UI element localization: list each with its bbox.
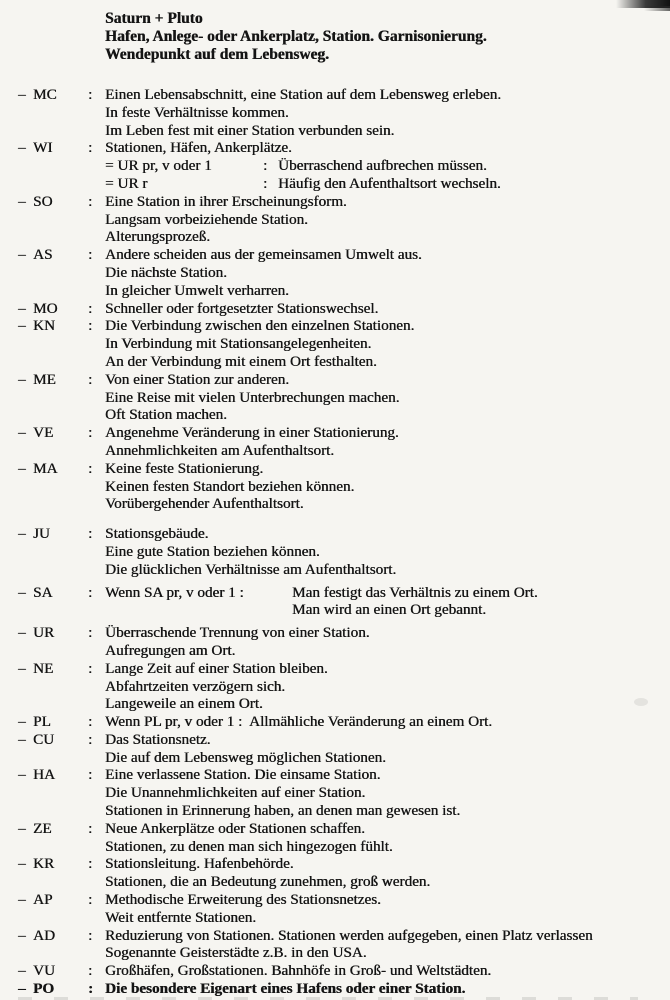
entry-dash: – [18,659,26,677]
entry-key-column [18,317,88,335]
entry-line: Oft Station machen. [105,406,227,424]
entry-dash: – [18,86,26,103]
entry-as [0,246,670,299]
entry-line: Andere scheiden aus der gemeinsamen Umwelt aus. [105,246,422,264]
entry-key-column [18,246,88,264]
entry-key-column [18,193,88,211]
entry-line: Eine Station in ihrer Erscheinungsform. [105,192,347,210]
entry-ju [0,525,670,578]
entry-lines [105,962,670,980]
entry-colon: : [88,525,93,543]
entry-line-colon: : [263,157,268,175]
entry-line: Die Verbindung zwischen den einzelnen Stationen. [105,317,415,335]
entry-line-colon: : [263,174,268,192]
entry-colon: : [88,819,93,837]
entry-pl [0,713,670,731]
entry-colon: : [88,317,93,335]
entry-ne [0,660,670,713]
entry-key-column [18,525,88,543]
entry-dash: – [18,192,26,210]
entry-dash: – [18,317,26,335]
entry-key: WI [33,139,53,157]
entry-line: Weit entfernte Stationen. [105,908,257,926]
entry-key-column [18,624,88,642]
entry-line [105,584,666,602]
entry-colon: : [88,730,93,748]
entry-line: Stationsgebäude. [105,525,209,543]
entry-line: Alterungsprozeß. [105,228,211,246]
entry-mc [0,86,670,139]
entry-line: Von einer Station zur anderen. [105,370,290,388]
entry-line-right: Man wird an einen Ort gebannt. [292,601,487,619]
entry-line: Abfahrtzeiten verzögern sich. [105,677,286,695]
entry-line [105,175,666,193]
entry-dash: – [18,855,26,873]
entry-colon: : [88,980,94,998]
entry-line: Überraschende Trennung von einer Station. [105,624,370,642]
entry-lines [105,317,670,370]
entry-line: Stationen, zu denen man sich hingezogen fühlt. [105,837,393,855]
entry-line-right: Häufig den Aufenthaltsort wechseln. [278,174,501,192]
entry-key-column [18,766,88,784]
entry-dash: – [18,926,26,944]
entry-line: Vorübergehender Aufenthaltsort. [105,495,304,513]
entry-line: Im Leben fest mit einer Station verbunden sein. [105,121,395,139]
entry-colon: : [88,855,93,873]
entry-po [0,980,670,998]
entry-ve [0,424,670,460]
entry-line: Neue Ankerplätze oder Stationen schaffen. [105,819,365,837]
entry-key-column [18,86,88,104]
entry-key: HA [33,766,55,784]
entry-key-column [18,460,88,478]
entry-line: In feste Verhältnisse kommen. [105,103,289,121]
entry-wi [0,139,670,192]
entry-line: Die besondere Eigenart eines Hafens oder einer Station. [105,980,466,998]
entry-lines [105,584,670,620]
entry-colon: : [88,583,93,601]
entry-line: Aufregungen am Ort. [105,641,236,659]
entry-key: KR [33,855,55,873]
entry-key-column [18,980,88,998]
entry-key: ME [33,370,56,388]
entry-dash: – [18,583,26,601]
entry-ma [0,460,670,513]
entry-key: AP [33,891,53,909]
entry-dash: – [18,424,26,442]
entry-line [105,157,666,175]
entry-dash: – [18,962,26,980]
entry-key: MA [33,459,58,477]
entry-ha [0,766,670,819]
entry-key-column [18,584,88,602]
entry-line: Stationen in Erinnerung haben, an denen man gewesen ist. [105,802,461,820]
entry-line: Die glücklichen Verhältnisse am Aufenthaltsort. [105,560,397,578]
entry-key: MC [33,86,57,103]
entry-key-column [18,371,88,389]
entry-lines [105,86,670,139]
entry-line: Stationsleitung. Hafenbehörde. [105,855,294,873]
scan-artifact-corner-lower [644,6,670,11]
entry-dash: – [18,139,26,157]
entry-colon: : [88,659,93,677]
entry-colon: : [88,86,93,103]
entry-key-column [18,139,88,157]
entry-lines [105,766,670,819]
entry-ur [0,624,670,660]
entry-line: Langeweile an einem Ort. [105,695,263,713]
entry-colon: : [88,926,93,944]
scan-artifact-smudge [634,698,648,706]
entry-colon: : [88,246,93,264]
entry-key: NE [33,659,54,677]
entry-dash: – [18,766,26,784]
entry-sa [0,584,670,620]
entry-line: In gleicher Umwelt verharren. [105,281,289,299]
entry-lines [105,927,670,963]
entry-lines [105,193,670,246]
entry-key-column [18,927,88,945]
entry-dash: – [18,980,26,998]
entry-colon: : [88,299,93,317]
entry-line-left [105,601,292,619]
entry-key-column [18,820,88,838]
entry-key-column [18,424,88,442]
entry-lines [105,891,670,927]
entry-key: PL [33,713,51,731]
entry-line: Das Stationsnetz. [105,730,211,748]
entry-line: Methodische Erweiterung des Stationsnetzes. [105,891,381,909]
entry-colon: : [88,713,93,731]
entry-key-column [18,891,88,909]
header-subtitle-2: Wendepunkt auf dem Lebensweg. [105,46,329,63]
entry-line: An der Verbindung mit einem Ort festhalten. [105,352,377,370]
entry-lines [105,424,670,460]
entry-line: Sogenannte Geisterstädte z.B. in den USA. [105,944,367,962]
entry-line-left: Wenn SA pr, v oder 1 : [105,583,244,601]
entry-dash: – [18,819,26,837]
entry-line-left: = UR r [105,174,148,192]
entry-dash: – [18,730,26,748]
entry-dash: – [18,713,26,731]
entry-cu [0,731,670,767]
entry-key: MO [33,299,58,317]
entry-line: Die Unannehmlichkeiten auf einer Station. [105,784,366,802]
entry-lines [105,246,670,299]
entry-key: AS [33,246,53,264]
entry-dash: – [18,525,26,543]
entry-line: Annehmlichkeiten am Aufenthaltsort. [105,441,335,459]
entry-lines [105,139,670,192]
entry-line: Keine feste Stationierung. [105,459,264,477]
entry-lines [105,624,670,660]
entry-dash: – [18,370,26,388]
entry-mo [0,300,670,318]
entry-line: Lange Zeit auf einer Station bleiben. [105,659,328,677]
entry-line: Wenn PL pr, v oder 1 : Allmähliche Veränderung an einem Ort. [105,713,493,731]
entry-key: AD [33,926,55,944]
entry-dash: – [18,459,26,477]
entry-dash: – [18,891,26,909]
aspect-list [0,86,670,998]
entry-line-right: Man festigt das Verhältnis zu einem Ort. [292,583,538,601]
entry-key-column [18,660,88,678]
entry-lines [105,980,670,998]
entry-dash: – [18,246,26,264]
entry-key-column [18,855,88,873]
entry-colon: : [88,192,93,210]
entry-line [105,601,666,619]
entry-key-column [18,962,88,980]
entry-key-column [18,713,88,731]
entry-key: UR [33,624,55,642]
entry-lines [105,660,670,713]
entry-key: CU [33,730,55,748]
entry-line: Langsam vorbeiziehende Station. [105,210,308,228]
entry-line: Die nächste Station. [105,263,227,281]
entry-me [0,371,670,424]
entry-lines [105,371,670,424]
entry-line: Keinen festen Standort beziehen können. [105,477,355,495]
entry-key: ZE [33,819,52,837]
entry-key: JU [33,525,50,543]
entry-key-column [18,300,88,318]
entry-ze [0,820,670,856]
entry-line: Stationen, die an Bedeutung zunehmen, groß werden. [105,873,431,891]
entry-dash: – [18,299,26,317]
entry-line: Einen Lebensabschnitt, eine Station auf dem Lebensweg erleben. [105,86,502,103]
entry-lines [105,300,670,318]
entry-lines [105,731,670,767]
entry-colon: : [88,370,93,388]
entry-key: VE [33,424,54,442]
entry-line: Eine verlassene Station. Die einsame Station. [105,766,381,784]
entry-lines [105,460,670,513]
header-title: Saturn + Pluto [105,10,203,27]
entry-line: Schneller oder fortgesetzter Stationswechsel. [105,299,379,317]
entry-lines [105,713,670,731]
entry-line: Die auf dem Lebensweg möglichen Stationen. [105,748,386,766]
entry-key-column [18,731,88,749]
entry-dash: – [18,624,26,642]
entry-kr [0,855,670,891]
entry-key: VU [33,962,55,980]
entry-vu [0,962,670,980]
entry-so [0,193,670,246]
header-subtitle-1: Hafen, Anlege- oder Ankerplatz, Station. Garnisonierung. [105,28,487,45]
entry-line: In Verbindung mit Stationsangelegenheiten. [105,335,372,353]
entry-lines [105,820,670,856]
entry-line: Eine gute Station beziehen können. [105,542,320,560]
page-header [105,10,660,64]
entry-key: SA [33,583,53,601]
entry-colon: : [88,962,93,980]
entry-ad [0,927,670,963]
entry-colon: : [88,624,93,642]
entry-key: KN [33,317,55,335]
entry-kn [0,317,670,370]
entry-line-right: Überraschend aufbrechen müssen. [278,157,487,175]
entry-colon: : [88,424,93,442]
entry-line: Angenehme Veränderung in einer Stationierung. [105,424,399,442]
entry-colon: : [88,139,93,157]
entry-colon: : [88,459,93,477]
entry-line: Stationen, Häfen, Ankerplätze. [105,139,292,157]
entry-line-left: = UR pr, v oder 1 [105,157,212,175]
entry-colon: : [88,766,93,784]
entry-colon: : [88,891,93,909]
entry-line: Großhäfen, Großstationen. Bahnhöfe in Groß- und Weltstädten. [105,962,492,980]
entry-lines [105,525,670,578]
entry-line: Reduzierung von Stationen. Stationen werden aufgegeben, einen Platz verlassen [105,926,593,944]
entry-key: SO [33,192,53,210]
entry-ap [0,891,670,927]
entry-lines [105,855,670,891]
entry-line: Eine Reise mit vielen Unterbrechungen machen. [105,388,400,406]
entry-key: PO [33,980,55,998]
